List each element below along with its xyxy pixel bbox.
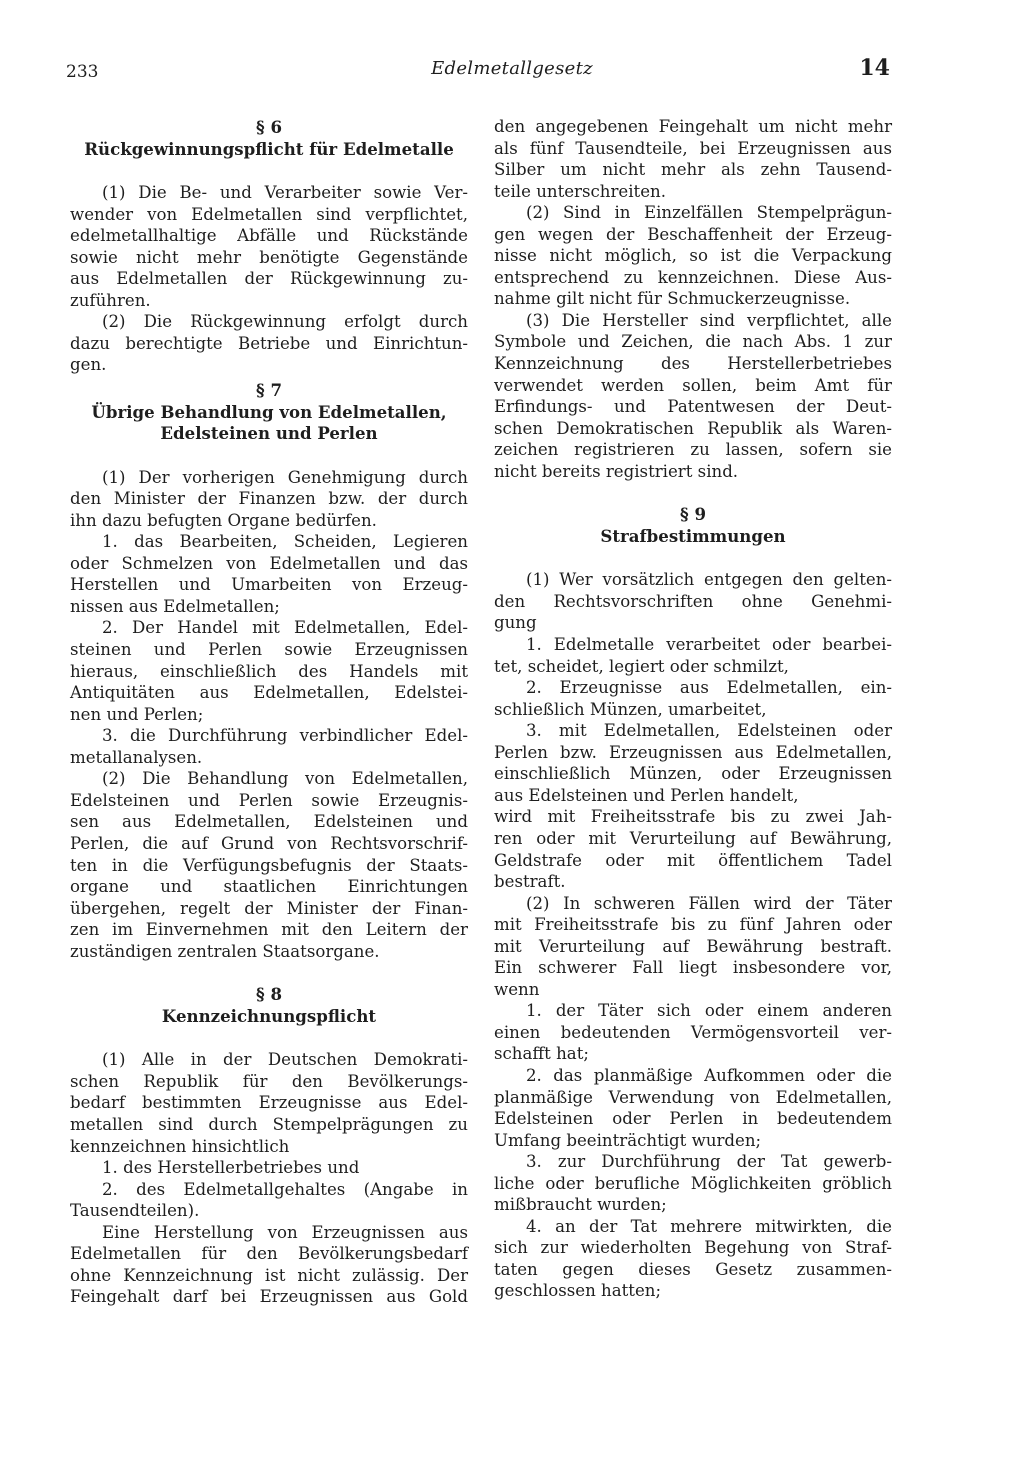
paragraph xyxy=(494,806,892,892)
text-line: mit Freiheitsstrafe bis zu fünf Jahren oder xyxy=(494,915,892,935)
text-line: geschlossen hatten; xyxy=(494,1281,662,1301)
left-column xyxy=(70,116,468,1308)
text-line: schafft hat; xyxy=(494,1044,589,1064)
text-line: taten gegen dieses Gesetz zusammen- xyxy=(494,1259,892,1279)
text-line: planmäßige Verwendung von Edelmetallen, xyxy=(494,1087,892,1107)
text-line: sich zur wiederholten Begehung von Straf- xyxy=(494,1238,892,1258)
text-line: (2) Die Rückgewinnung erfolgt durch xyxy=(102,312,468,332)
paragraph xyxy=(494,893,892,1001)
text-line: (1) Alle in der Deutschen Demokrati- xyxy=(102,1050,468,1070)
text-line: nisse nicht möglich, so ist die Verpackung xyxy=(494,246,892,266)
text-line: metallanalysen. xyxy=(70,747,203,767)
text-line: den Minister der Finanzen bzw. der durch xyxy=(70,489,468,509)
text-line: Perlen bzw. Erzeugnissen aus Edelmetallen, xyxy=(494,742,892,762)
section-number: § 8 xyxy=(255,984,282,1005)
section-title: Rückgewinnungspflicht für Edelmetalle xyxy=(84,138,454,159)
text-line: aus Edelmetallen der Rückgewinnung zu- xyxy=(70,269,468,289)
text-line: 1. das Bearbeiten, Scheiden, Legieren xyxy=(102,532,468,552)
text-line: schließlich Münzen, umarbeitet, xyxy=(494,699,767,719)
text-line: ten in die Verfügungsbefugnis der Staats- xyxy=(70,855,468,875)
section-9 xyxy=(494,504,892,1302)
list-item xyxy=(494,677,892,720)
text-line: übergehen, regelt der Minister der Finan- xyxy=(70,898,468,918)
text-line: Kennzeichnung des Herstellerbetriebes xyxy=(494,354,892,374)
list-item xyxy=(494,720,892,806)
text-line: aus Edelsteinen und Perlen handelt, xyxy=(494,785,799,805)
text-line: oder Schmelzen von Edelmetallen und das xyxy=(70,553,468,573)
text-line: Symbole und Zeichen, die nach Abs. 1 zur xyxy=(494,332,892,352)
list-item: 1. des Herstellerbetriebes und xyxy=(102,1158,360,1178)
paragraph xyxy=(70,182,468,311)
text-line: 4. an der Tat mehrere mitwirkten, die xyxy=(526,1216,892,1236)
text-line: Eine Herstellung von Erzeugnissen aus xyxy=(102,1222,468,1242)
paragraph xyxy=(494,202,892,310)
text-line: den angegebenen Feingehalt um nicht mehr xyxy=(494,117,892,136)
text-line: Ein schwerer Fall liegt insbesondere vor, xyxy=(494,958,892,978)
text-line: zen im Einvernehmen mit den Leitern der xyxy=(70,920,468,940)
text-line: liche oder berufliche Möglichkeiten gröblich xyxy=(494,1173,892,1193)
list-item xyxy=(70,1179,468,1222)
text-line: (2) Die Behandlung von Edelmetallen, xyxy=(102,769,468,789)
text-line: tet, scheidet, legiert oder schmilzt, xyxy=(494,656,789,676)
text-line: organe und staatlichen Einrichtungen xyxy=(70,877,468,897)
text-line: ohne Kennzeichnung ist nicht zulässig. Der xyxy=(70,1265,468,1285)
text-line: sen aus Edelmetallen, Edelsteinen und xyxy=(70,812,468,832)
text-line: wender von Edelmetallen sind verpflichtet, xyxy=(70,204,468,224)
section-title-line-2: Edelsteinen und Perlen xyxy=(160,423,378,444)
text-line: metallen sind durch Stempelprägungen zu xyxy=(70,1114,468,1134)
text-line: einschließlich Münzen, oder Erzeugnissen xyxy=(494,764,892,784)
text-line: 3. die Durchführung verbindlicher Edel- xyxy=(102,726,468,746)
text-line: 1. Edelmetalle verarbeitet oder bearbei- xyxy=(526,635,892,655)
text-line: verwendet werden sollen, beim Amt für xyxy=(494,375,892,395)
text-line: (1) Der vorherigen Genehmigung durch xyxy=(102,467,468,487)
text-line: schen Republik für den Bevölkerungs- xyxy=(70,1071,468,1091)
text-line: mit Verurteilung auf Bewährung bestraft. xyxy=(494,936,892,956)
text-line: bestraft. xyxy=(494,872,566,892)
section-8 xyxy=(70,984,468,1308)
text-line: (2) In schweren Fällen wird der Täter xyxy=(526,893,892,913)
text-line: 1. der Täter sich oder einem anderen xyxy=(526,1001,892,1021)
list-item xyxy=(494,1065,892,1151)
text-line: sowie nicht mehr benötigte Gegenstände xyxy=(70,247,468,267)
list-item xyxy=(494,1151,892,1216)
section-number: § 6 xyxy=(255,117,282,137)
text-line: ihn dazu befugten Organe bedürfen. xyxy=(70,510,377,530)
text-line: Antiquitäten aus Edelmetallen, Edelstei- xyxy=(70,683,468,703)
section-title-line-1: Übrige Behandlung von Edelmetallen, xyxy=(91,401,447,422)
text-line: 2. Der Handel mit Edelmetallen, Edel- xyxy=(102,618,468,638)
paragraph xyxy=(70,768,468,962)
paragraph xyxy=(494,569,892,634)
text-line: Perlen, die auf Grund von Rechtsvorschrif- xyxy=(70,833,468,853)
text-line: Feingehalt darf bei Erzeugnissen aus Gold xyxy=(70,1287,468,1307)
text-line: zuständigen zentralen Staatsorgane. xyxy=(70,941,380,961)
text-line: Edelsteinen oder Perlen in bedeutendem xyxy=(494,1109,892,1129)
text-line: mißbraucht wurden; xyxy=(494,1195,667,1215)
text-line: als fünf Tausendteile, bei Erzeugnissen aus xyxy=(494,138,892,158)
section-number: § 7 xyxy=(255,380,282,401)
text-line: gen. xyxy=(70,355,107,375)
text-line: edelmetallhaltige Abfälle und Rückstände xyxy=(70,226,468,246)
section-8-continued xyxy=(494,116,892,482)
text-line: wenn xyxy=(494,979,540,999)
text-line: dazu berechtigte Betriebe und Einrichtun- xyxy=(70,333,468,353)
paragraph xyxy=(70,467,468,532)
text-line: bedarf bestimmten Erzeugnisse aus Edel- xyxy=(70,1093,468,1113)
text-line: (1) Die Be- und Verarbeiter sowie Ver- xyxy=(102,183,468,203)
text-line: Herstellen und Umarbeiten von Erzeug- xyxy=(70,575,468,595)
list-item xyxy=(70,617,468,725)
text-line: schen Demokratischen Republik als Waren- xyxy=(494,418,892,438)
text-line: Tausendteilen). xyxy=(70,1201,200,1221)
text-line: nen und Perlen; xyxy=(70,704,204,724)
text-line: zeichen registrieren zu lassen, sofern sie xyxy=(494,440,892,460)
text-line: Edelsteinen und Perlen sowie Erzeugnis- xyxy=(70,790,468,810)
text-line: ren oder mit Verurteilung auf Bewährung, xyxy=(494,828,892,848)
text-line: teile unterschreiten. xyxy=(494,181,666,201)
section-7 xyxy=(70,380,468,962)
text-line: 2. das planmäßige Aufkommen oder die xyxy=(526,1065,892,1085)
section-title: Kennzeichnungspflicht xyxy=(161,1005,377,1026)
text-line: Geldstrafe oder mit öffentlichem Tadel xyxy=(494,850,892,870)
text-line: steinen und Perlen sowie Erzeugnissen xyxy=(70,640,468,660)
paragraph xyxy=(70,311,468,376)
text-line: gen wegen der Beschaffenheit der Erzeug- xyxy=(494,224,892,244)
text-line: 2. des Edelmetallgehaltes (Angabe in xyxy=(102,1179,468,1199)
text-line: gung xyxy=(494,613,537,633)
text-line: zuführen. xyxy=(70,290,151,310)
text-line: Silber um nicht mehr als zehn Tausend- xyxy=(494,160,892,180)
paragraph xyxy=(494,116,892,202)
text-line: wird mit Freiheitsstrafe bis zu zwei Jah- xyxy=(494,807,892,827)
text-line: einen bedeutenden Vermögensvorteil ver- xyxy=(494,1022,892,1042)
text-line: 3. zur Durchführung der Tat gewerb- xyxy=(526,1152,892,1172)
text-line: Edelmetallen für den Bevölkerungsbedarf xyxy=(70,1244,468,1264)
text-line: 3. mit Edelmetallen, Edelsteinen oder xyxy=(526,721,892,741)
paragraph xyxy=(70,1049,468,1157)
text-line: (3) Die Hersteller sind verpflichtet, alle xyxy=(526,310,892,330)
text-line: Umfang beeinträchtigt wurden; xyxy=(494,1130,762,1150)
text-line: nissen aus Edelmetallen; xyxy=(70,596,280,616)
text-line: den Rechtsvorschriften ohne Genehmi- xyxy=(494,591,892,611)
section-6 xyxy=(70,117,468,376)
text-line: nicht bereits registriert sind. xyxy=(494,461,739,481)
right-column xyxy=(494,116,892,1302)
list-item xyxy=(70,531,468,617)
page-number: 233 xyxy=(66,62,99,82)
section-title: Strafbestimmungen xyxy=(600,525,786,546)
paragraph xyxy=(70,1222,468,1308)
list-item xyxy=(494,634,892,677)
text-line: (2) Sind in Einzelfällen Stempelprägun- xyxy=(526,203,892,223)
list-item xyxy=(494,1000,892,1065)
text-line: 2. Erzeugnisse aus Edelmetallen, ein- xyxy=(526,678,892,698)
running-title: Edelmetallgesetz xyxy=(431,58,593,79)
text-line: kennzeichnen hinsichtlich xyxy=(70,1136,290,1156)
text-line: nahme gilt nicht für Schmuckerzeugnisse. xyxy=(494,289,851,309)
list-item xyxy=(494,1216,892,1302)
paragraph xyxy=(494,310,892,482)
text-line: hieraus, einschließlich des Handels mit xyxy=(70,661,468,681)
chapter-number: 14 xyxy=(859,55,890,81)
list-item xyxy=(70,725,468,768)
text-line: entsprechend zu kennzeichnen. Diese Aus- xyxy=(494,267,892,287)
section-number: § 9 xyxy=(679,504,706,525)
text-line: (1) Wer vorsätzlich entgegen den gelten- xyxy=(526,570,892,590)
text-line: Erfindungs- und Patentwesen der Deut- xyxy=(494,397,892,417)
